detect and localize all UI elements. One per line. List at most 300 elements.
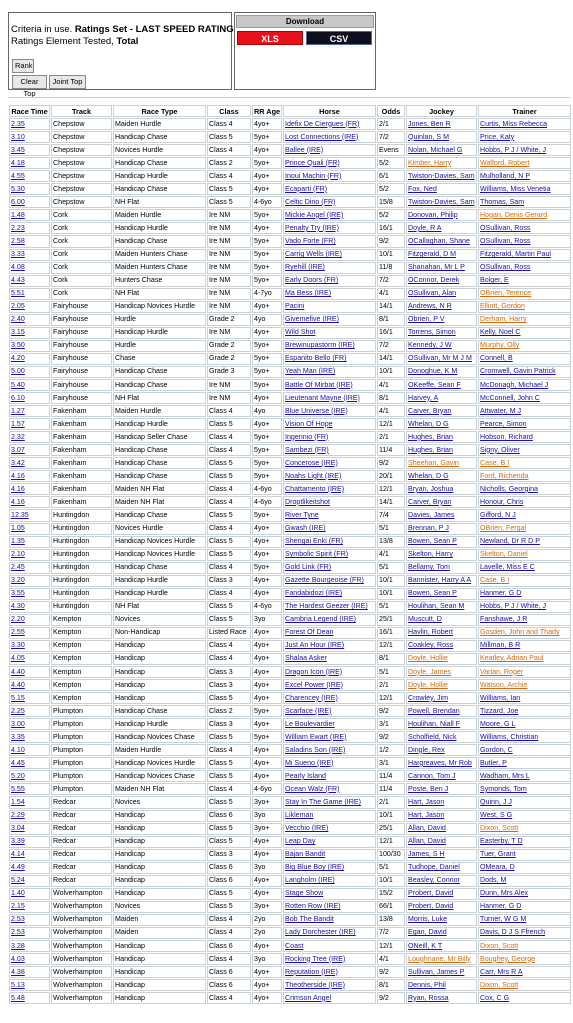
horse-link[interactable]: Stay In The Game (IRE) [285,798,361,806]
jockey-link[interactable]: Tudhope, Daniel [408,863,460,872]
trainer-link[interactable]: Murphy, Olly [480,341,520,350]
horse-link[interactable]: Ingennio (FR) [285,432,329,441]
race-time-link[interactable]: 1.40 [11,889,25,898]
horse-link[interactable]: Stage Show [285,889,324,898]
race-time-link[interactable]: 3.00 [11,719,25,728]
trainer-link[interactable]: Curtis, Miss Rebecca [480,119,548,128]
horse-link[interactable]: Droptlikeitshot [285,497,330,506]
trainer-link[interactable]: Millman, B R [480,641,521,650]
horse-link[interactable]: Idefix De Ciergues (FR) [285,119,360,128]
race-time-link[interactable]: 2.29 [11,811,25,820]
horse-link[interactable]: Mi Sueno (IRE) [285,758,334,767]
trainer-link[interactable]: Tizzard, Joe [480,706,519,715]
race-time-link[interactable]: 4.16 [11,497,25,506]
trainer-link[interactable]: OSullivan, Ross [480,263,531,272]
race-time-link[interactable]: 4.10 [11,745,25,754]
cell-track: Cork [51,262,112,274]
trainer-link[interactable]: Hobbs, P J / White, J [480,602,547,611]
race-time-link[interactable]: 4.05 [11,654,25,663]
race-time-link[interactable]: 5.15 [11,693,25,702]
horse-link[interactable]: The Hardest Geezer (IRE) [285,602,368,611]
race-time-link[interactable]: 3.15 [11,328,25,337]
horse-link[interactable]: Brewinupastorm (IRE) [285,341,355,350]
cell-rr-age: 4yo [252,314,282,326]
jockey-link[interactable]: Carver, Bryan [408,406,452,415]
cell-race-time [9,810,50,822]
jockey-link[interactable]: Probert, David [408,902,454,911]
horse-link[interactable]: Reputation (IRE) [285,967,338,976]
jockey-link[interactable]: Allan, David [408,824,446,833]
jockey-link[interactable]: Sullivan, James P [408,967,465,976]
jockey-link[interactable]: Donoghue, K M [408,367,458,376]
table-row [9,718,571,730]
trainer-link[interactable]: Walford, Robert [480,158,530,167]
cell-trainer [478,588,571,600]
cell-rr-age: 4yo+ [252,718,282,730]
race-time-link[interactable]: 12.35 [11,510,29,519]
race-time-link[interactable]: 5.30 [11,184,25,193]
trainer-link[interactable]: Gordon, C [480,745,513,754]
horse-link[interactable]: Lost Connections (IRE) [285,132,359,141]
jockey-link[interactable]: Morris, Luke [408,915,448,924]
race-time-link[interactable]: 2.23 [11,223,25,232]
trainer-link[interactable]: Hobbs, P J / White, J [480,145,547,154]
download-xls-button[interactable]: XLS [237,31,303,45]
race-time-link[interactable]: 4.45 [11,758,25,767]
jockey-link[interactable]: Davies, James [408,510,455,519]
horse-link[interactable]: Prince Quali (FR) [285,158,340,167]
jockey-link[interactable]: Bowen, Sean P [408,589,457,598]
trainer-link[interactable]: Cromwell, Gavin Patrick [480,367,556,376]
horse-link[interactable]: Fandabidozi (IRE) [285,589,343,598]
race-time-link[interactable]: 3.50 [11,341,25,350]
trainer-link[interactable]: Watson, Archie [480,680,528,689]
trainer-link[interactable]: Thomas, Sam [480,197,525,206]
horse-link[interactable]: Charencey (IRE) [285,693,338,702]
jockey-link[interactable]: Loughnane, Mr Billy [408,954,471,963]
trainer-link[interactable]: Easterby, T D [480,837,523,846]
jockey-link[interactable]: Brennan, P J [408,524,449,533]
jockey-link[interactable]: Torrens, Simon [408,328,456,337]
table-row [9,744,571,756]
horse-link[interactable]: Shengai Enki (FR) [285,537,343,546]
horse-link[interactable]: Coast [285,941,304,950]
race-time-link[interactable]: 4.03 [11,954,25,963]
jockey-link[interactable]: Doyle, James [408,667,451,676]
horse-link[interactable]: Forest Of Dean [285,628,334,637]
trainer-link[interactable]: Williams, Miss Venetia [480,184,551,193]
race-time-link[interactable]: 1.54 [11,798,25,806]
horse-link[interactable]: Dragon Icon (IRE) [285,667,343,676]
race-time-link[interactable]: 3.07 [11,445,25,454]
race-time-link[interactable]: 2.15 [11,902,25,911]
trainer-link[interactable]: Dixon, Scott [480,980,519,989]
race-time-link[interactable]: 5.40 [11,380,25,389]
jockey-link[interactable]: Andrews, N R [408,302,452,311]
jockey-link[interactable]: Powell, Brendan [408,706,460,715]
jockey-link[interactable]: Bryan, Joshua [408,484,454,493]
horse-link[interactable]: Just An Hour (IRE) [285,641,345,650]
horse-link[interactable]: Ocean Walz (FR) [285,784,340,793]
race-time-link[interactable]: 3.10 [11,132,25,141]
trainer-link[interactable]: OSullivan, Ross [480,236,531,245]
jockey-link[interactable]: Ryan, Rossa [408,993,449,1002]
trainer-link[interactable]: Butler, P [480,758,507,767]
trainer-link[interactable]: Nicholls, Georgina [480,484,538,493]
jockey-link[interactable]: Bannister, Harry A A [408,576,472,585]
jockey-link[interactable]: Fitzgerald, D M [408,250,457,259]
cell-odds: 4/1 [377,379,405,391]
race-time-link[interactable]: 2.32 [11,432,25,441]
jockey-link[interactable]: Donovan, Philip [408,210,458,219]
trainer-link[interactable]: Hobson, Richard [480,432,533,441]
race-time-link[interactable]: 2.53 [11,915,25,924]
horse-link[interactable]: William Ewart (IRE) [285,732,347,741]
jockey-link[interactable]: Hart, Jason [408,798,445,806]
jockey-link[interactable]: Skelton, Harry [408,550,453,559]
trainer-link[interactable]: Gosden, John and Thady [480,628,560,637]
race-time-link[interactable]: 4.43 [11,276,25,285]
jockey-link[interactable]: Obrien, P V [408,315,445,324]
race-time-link[interactable]: 6.10 [11,393,25,402]
race-time-link[interactable]: 4.40 [11,680,25,689]
jockey-link[interactable]: Doyle, R A [408,223,442,232]
race-time-link[interactable]: 3.30 [11,641,25,650]
race-time-link[interactable]: 2.25 [11,706,25,715]
jockey-link[interactable]: Coakley, Ross [408,641,454,650]
horse-link[interactable]: Likleman [285,811,314,820]
horse-link[interactable]: Blue Universe (IRE) [285,406,348,415]
trainer-link[interactable]: OMeara, D [480,863,515,872]
jockey-link[interactable]: Bowen, Sean P [408,537,457,546]
trainer-link[interactable]: Davis, D J S Ffrench [480,928,546,937]
jockey-link[interactable]: Probert, David [408,889,454,898]
trainer-link[interactable]: OBrien, Terence [480,289,532,298]
trainer-link[interactable]: Honour, Chris [480,497,524,506]
jockey-link[interactable]: Carver, Bryan [408,497,452,506]
trainer-link[interactable]: Ford, Richenda [480,471,529,480]
trainer-link[interactable]: Wadham, Mrs L [480,771,530,780]
jockey-link[interactable]: Doyle, Hollie [408,680,448,689]
race-time-link[interactable]: 2.10 [11,550,25,559]
trainer-link[interactable]: Keatley, Adrian Paul [480,654,544,663]
trainer-link[interactable]: Signy, Oliver [480,445,520,454]
trainer-link[interactable]: Fitzgerald, Martin Paul [480,250,551,259]
horse-link[interactable]: Celtic Dino (FR) [285,197,336,206]
trainer-link[interactable]: Moore, G L [480,719,516,728]
cell-rr-age: 4-6yo [252,783,282,795]
horse-link[interactable]: Leap Day [285,837,316,846]
race-time-link[interactable]: 4.40 [11,667,25,676]
horse-link[interactable]: Excel Power (IRE) [285,680,343,689]
jockey-link[interactable]: Whelan, D G [408,471,449,480]
race-time-link[interactable]: 2.45 [11,563,25,572]
cell-race-type: Maiden NH Flat [113,783,206,795]
trainer-link[interactable]: McDonagh, Michael J [480,380,549,389]
trainer-link[interactable]: Bolger, E [480,276,509,285]
jockey-link[interactable]: Whelan, D G [408,419,449,428]
horse-link[interactable]: Wild Shot [285,328,316,337]
horse-link[interactable]: Sambezi (FR) [285,445,329,454]
race-time-link[interactable]: 4.18 [11,158,25,167]
trainer-link[interactable]: McConnell, John C [480,393,540,402]
race-time-link[interactable]: 4.16 [11,471,25,480]
trainer-link[interactable]: Gifford, N J [480,510,516,519]
horse-link[interactable]: Theotherside (IRE) [285,980,345,989]
horse-link[interactable]: Gwash (IRE) [285,524,326,533]
jockey-link[interactable]: OConnor, Derek [408,276,460,285]
cell-horse [283,301,376,313]
trainer-link[interactable]: West, S G [480,811,513,820]
trainer-link[interactable]: Quinn, J J [480,798,512,806]
race-time-link[interactable]: 3.55 [11,589,25,598]
joint-top-button[interactable]: Joint Top [49,75,86,89]
jockey-link[interactable]: Hargreaves, Mr Rob [408,758,472,767]
trainer-link[interactable]: Fanshawe, J R [480,615,528,624]
race-time-link[interactable]: 5.20 [11,771,25,780]
race-time-link[interactable]: 2.55 [11,628,25,637]
race-time-link[interactable]: 4.30 [11,602,25,611]
trainer-link[interactable]: Attwater, M J [480,406,521,415]
horse-link[interactable]: Gazette Bourgeoise (FR) [285,576,364,585]
jockey-link[interactable]: Dingle, Rex [408,745,445,754]
trainer-link[interactable]: Mulholland, N P [480,171,531,180]
jockey-link[interactable]: Kennedy, J W [408,341,452,350]
cell-race-type: Handicap Novices Chase [113,770,206,782]
trainer-link[interactable]: Connell, B [480,354,513,363]
trainer-link[interactable]: Hogan, Denis Gerard [480,210,548,219]
horse-link[interactable]: Lady Dorchester (IRE) [285,928,356,937]
race-time-link[interactable]: 3.39 [11,837,25,846]
trainer-link[interactable]: Symonds, Tom [480,784,527,793]
race-time-link[interactable]: 4.08 [11,263,25,272]
horse-link[interactable]: Scarface (IRE) [285,706,332,715]
jockey-link[interactable]: Nolan, Michael G [408,145,463,154]
horse-link[interactable]: Ryehill (IRE) [285,263,325,272]
horse-link[interactable]: Rotten Row (IRE) [285,902,341,911]
race-time-link[interactable]: 3.35 [11,732,25,741]
race-time-link[interactable]: 4.14 [11,850,25,859]
horse-link[interactable]: Yeah Man (IRE) [285,367,336,376]
jockey-link[interactable]: Kimber, Harry [408,158,452,167]
jockey-link[interactable]: Doyle, Hollie [408,654,448,663]
race-time-link[interactable]: 4.49 [11,863,25,872]
cell-rr-age: 5yo+ [252,366,282,378]
trainer-link[interactable]: Kelly, Noel C [480,328,521,337]
race-time-link[interactable]: 3.28 [11,941,25,950]
horse-link[interactable]: Chattamento (IRE) [285,484,345,493]
horse-link[interactable]: Lieutenant Mayne (IRE) [285,393,360,402]
race-time-link[interactable]: 3.42 [11,458,25,467]
horse-link[interactable]: Big Blue Boy (IRE) [285,863,345,872]
trainer-link[interactable]: Dods, M [480,876,507,885]
horse-link[interactable]: Pacini [285,302,305,311]
horse-link[interactable]: Gold Link (FR) [285,563,332,572]
trainer-link[interactable]: Case, B I [480,458,510,467]
horse-link[interactable]: Penalty Try (IRE) [285,223,340,232]
race-time-link[interactable]: 5.51 [11,289,25,298]
horse-link[interactable]: Inoui Machin (FR) [285,171,342,180]
horse-link[interactable]: Vision Of Hope [285,419,333,428]
download-csv-button[interactable]: CSV [306,31,372,45]
race-time-link[interactable]: 3.33 [11,250,25,259]
horse-link[interactable]: Shalaa Asker [285,654,327,663]
trainer-link[interactable]: Tuer, Grant [480,850,516,859]
jockey-link[interactable]: Hart, Jason [408,811,445,820]
horse-link[interactable]: Le Boulevardier [285,719,335,728]
cell-class: Ire NM [207,262,251,274]
race-time-link[interactable]: 4.16 [11,484,25,493]
horse-link[interactable]: Langholm (IRE) [285,876,335,885]
horse-link[interactable]: Pearly Island [285,771,327,780]
jockey-link[interactable]: James, S H [408,850,445,859]
horse-link[interactable]: Cambria Legend (IRE) [285,615,356,624]
jockey-link[interactable]: Bellamy, Tom [408,563,450,572]
jockey-link[interactable]: Houlihan, Niall F [408,719,461,728]
race-time-link[interactable]: 5.13 [11,980,25,989]
race-time-link[interactable]: 4.55 [11,171,25,180]
race-time-link[interactable]: 5.55 [11,784,25,793]
jockey-link[interactable]: Hughes, Brian [408,432,453,441]
race-time-link[interactable]: 3.45 [11,145,25,154]
jockey-link[interactable]: Fox, Ned [408,184,437,193]
horse-link[interactable]: Bajan Bandit [285,850,326,859]
jockey-link[interactable]: Havlin, Robert [408,628,453,637]
trainer-link[interactable]: Pearce, Simon [480,419,527,428]
jockey-link[interactable]: Crowley, Jim [408,693,449,702]
jockey-link[interactable]: Quinlan, S M [408,132,450,141]
race-time-link[interactable]: 5.00 [11,367,25,376]
jockey-link[interactable]: Twiston-Davies, Sam [408,171,475,180]
jockey-link[interactable]: Jones, Ben R [408,119,451,128]
jockey-link[interactable]: Beasley, Connor [408,876,460,885]
horse-link[interactable]: Ma Bess (IRE) [285,289,332,298]
jockey-link[interactable]: OKeeffe, Sean F [408,380,461,389]
race-time-link[interactable]: 5.48 [11,993,25,1002]
rank-button[interactable]: Rank [12,59,34,73]
trainer-link[interactable]: Turner, W G M [480,915,527,924]
trainer-link[interactable]: Williams, Christian [480,732,539,741]
horse-link[interactable]: Saladins Son (IRE) [285,745,346,754]
trainer-link[interactable]: OBrien, Fergal [480,524,527,533]
cell-race-time [9,849,50,861]
jockey-link[interactable]: Shanahan, Mr L P [408,263,465,272]
clear-top-button[interactable]: Clear Top [12,75,47,89]
trainer-link[interactable]: OSullivan, Ross [480,223,531,232]
trainer-link[interactable]: Derham, Harry [480,315,527,324]
race-time-link[interactable]: 2.40 [11,315,25,324]
race-time-link[interactable]: 1.35 [11,537,25,546]
race-time-link[interactable]: 1.48 [11,210,25,219]
horse-link[interactable]: Mickie Angel (IRE) [285,210,344,219]
horse-link[interactable]: Espanito Bello (FR) [285,354,347,363]
horse-link[interactable]: Ecaparti (FR) [285,184,328,193]
race-time-link[interactable]: 1.27 [11,406,25,415]
race-time-link[interactable]: 2.05 [11,302,25,311]
trainer-link[interactable]: Newland, Dr R D P [480,537,540,546]
race-time-link[interactable]: 2.58 [11,236,25,245]
jockey-link[interactable]: Allan, David [408,837,446,846]
horse-link[interactable]: Vecchio (IRE) [285,824,329,833]
race-time-link[interactable]: 4.20 [11,354,25,363]
race-time-link[interactable]: 3.20 [11,576,25,585]
jockey-link[interactable]: Houlihan, Sean M [408,602,465,611]
trainer-link[interactable]: Elliott, Gordon [480,302,525,311]
trainer-link[interactable]: Dixon, Scott [480,824,519,833]
jockey-link[interactable]: Poste, Ben J [408,784,449,793]
jockey-link[interactable]: ONeill, K T [408,941,443,950]
horse-link[interactable]: Noahs Light (IRE) [285,471,342,480]
jockey-link[interactable]: Cannon, Tom J [408,771,456,780]
jockey-link[interactable]: Sheehan, Gavin [408,458,459,467]
race-time-link[interactable]: 1.57 [11,419,25,428]
table-row [9,405,571,417]
trainer-link[interactable]: Dixon, Scott [480,941,519,950]
race-time-link[interactable]: 1.05 [11,524,25,533]
race-time-link[interactable]: 2.53 [11,928,25,937]
jockey-link[interactable]: Egan, David [408,928,447,937]
trainer-link[interactable]: Skelton, Daniel [480,550,528,559]
trainer-link[interactable]: Carr, Mrs R A [480,967,523,976]
jockey-link[interactable]: OSullivan, Mr M J M [408,354,472,363]
cell-horse [283,457,376,469]
race-time-link[interactable]: 3.04 [11,824,25,833]
trainer-link[interactable]: Price, Katy [480,132,515,141]
table-row [9,836,571,848]
trainer-link[interactable]: Dunn, Mrs Alex [480,889,529,898]
jockey-link[interactable]: Scholfield, Nick [408,732,457,741]
race-time-link[interactable]: 6.00 [11,197,25,206]
horse-link[interactable]: Givemefive (IRE) [285,315,339,324]
horse-link[interactable]: River Tyne [285,510,319,519]
horse-link[interactable]: Ballee (IRE) [285,145,324,154]
cell-track: Fakenham [51,483,112,495]
trainer-link[interactable]: Varian, Roger [480,667,524,676]
race-time-link[interactable]: 2.20 [11,615,25,624]
race-time-link[interactable]: 4.38 [11,967,25,976]
trainer-link[interactable]: Cox, C G [480,993,510,1002]
horse-link[interactable]: Bob The Bandit [285,915,334,924]
race-time-link[interactable]: 2.35 [11,119,25,128]
horse-link[interactable]: Early Doors (FR) [285,276,339,285]
table-row [9,483,571,495]
trainer-link[interactable]: Case, B I [480,576,510,585]
cell-track: Fakenham [51,431,112,443]
trainer-link[interactable]: Lavelle, Miss E C [480,563,535,572]
jockey-link[interactable]: OSullivan, Alan [408,289,457,298]
jockey-link[interactable]: Hughes, Brian [408,445,453,454]
trainer-link[interactable]: Hanmer, G D [480,902,522,911]
trainer-link[interactable]: Boughey, George [480,954,536,963]
horse-link[interactable]: Concerose (IRE) [285,458,338,467]
horse-link[interactable]: Crimson Angel [285,993,332,1002]
jockey-link[interactable]: Twiston-Davies, Sam [408,197,475,206]
jockey-link[interactable]: Muscutt, D [408,615,442,624]
cell-race-time [9,966,50,978]
horse-link[interactable]: Vado Forte (FR) [285,236,336,245]
horse-link[interactable]: Rocking Tree (IRE) [285,954,346,963]
cell-rr-age: 5yo+ [252,157,282,169]
jockey-link[interactable]: Dennis, Phil [408,980,446,989]
race-time-link[interactable]: 5.24 [11,876,25,885]
jockey-link[interactable]: OCallaghan, Shane [408,236,470,245]
horse-link[interactable]: Symbolic Spirit (FR) [285,550,349,559]
jockey-link[interactable]: Harvey, A [408,393,439,402]
trainer-link[interactable]: Hanmer, G D [480,589,522,598]
horse-link[interactable]: Carrig Wells (IRE) [285,250,343,259]
trainer-link[interactable]: Williams, Ian [480,693,521,702]
horse-link[interactable]: Battle Of Mirbat (IRE) [285,380,353,389]
